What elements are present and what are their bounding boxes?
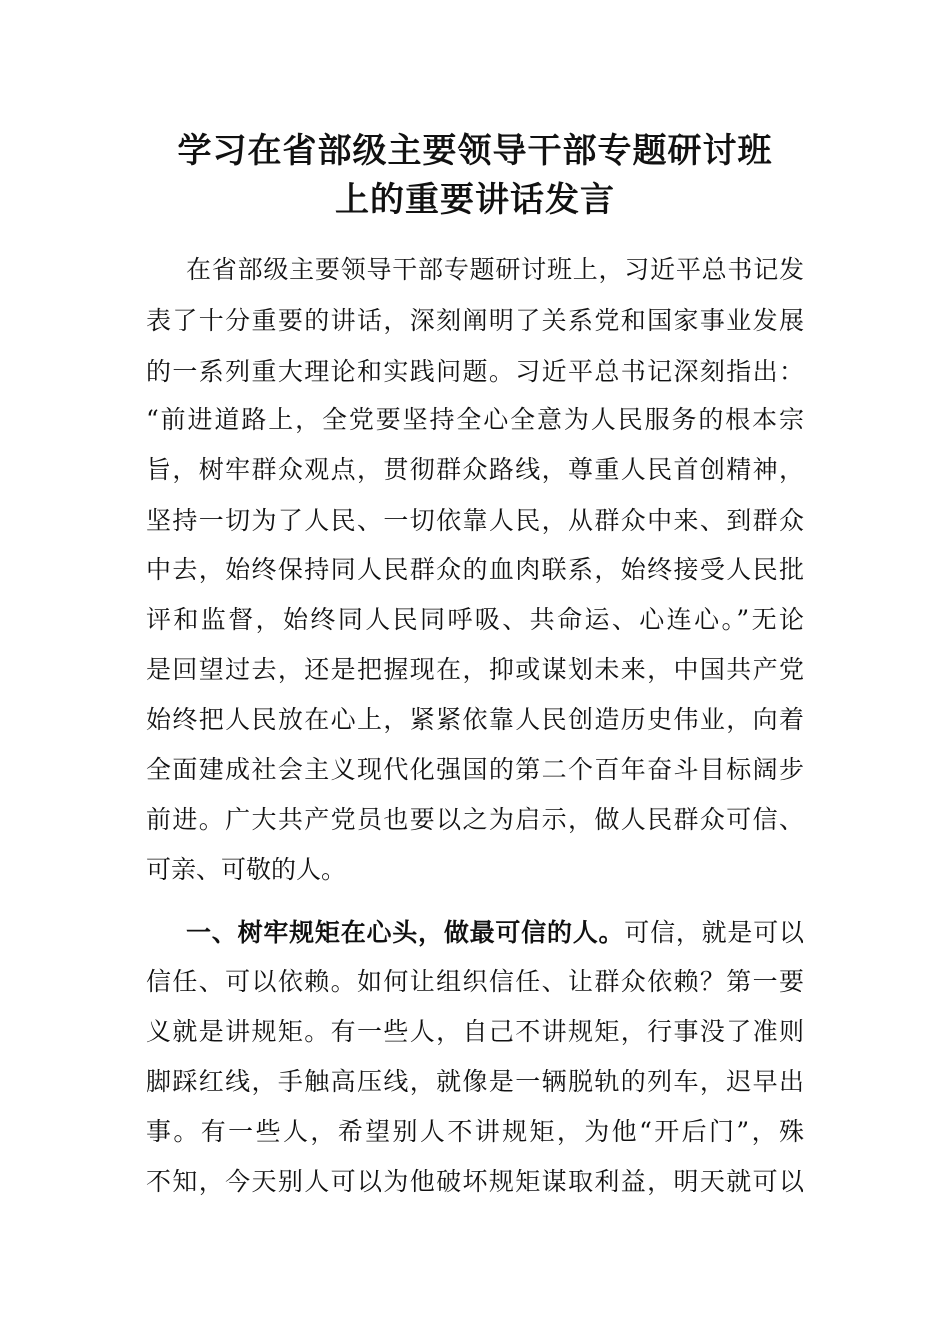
paragraph-line: 是回望过去，还是把握现在，抑或谋划未来，中国共产党 <box>146 655 804 684</box>
paragraph-line: 信任、可以依赖。如何让组织信任、让群众依赖？第一要 <box>146 967 804 996</box>
paragraph-line: 不知，今天别人可以为他破坏规矩谋取利益，明天就可以 <box>146 1167 804 1196</box>
section-heading-continuation: 可信，就是可以 <box>624 918 804 947</box>
paragraph-line: 在省部级主要领导干部专题研讨班上，习近平总书记发 <box>186 255 804 284</box>
paragraph-line: 前进。广大共产党员也要以之为启示，做人民群众可信、 <box>146 805 804 834</box>
paragraph-line: 坚持一切为了人民、一切依靠人民，从群众中来、到群众 <box>146 506 804 535</box>
paragraph-line: 中去，始终保持同人民群众的血肉联系，始终接受人民批 <box>146 555 804 584</box>
document-title-line-2: 上的重要讲话发言 <box>335 180 615 220</box>
paragraph-line: 评和监督，始终同人民同呼吸、共命运、心连心。”无论 <box>146 605 804 634</box>
paragraph-line: 事。有一些人，希望别人不讲规矩，为他“开后门”，殊 <box>146 1117 804 1146</box>
paragraph-line: 表了十分重要的讲话，深刻阐明了关系党和国家事业发展 <box>146 306 804 335</box>
section-heading: 一、树牢规矩在心头，做最可信的人。 <box>186 918 625 947</box>
paragraph-line: “前进道路上，全党要坚持全心全意为人民服务的根本宗 <box>146 405 804 434</box>
section-heading-line <box>186 917 804 949</box>
paragraph-line: 可亲、可敬的人。 <box>146 855 347 884</box>
paragraph-line: 旨，树牢群众观点，贯彻群众路线，尊重人民首创精神， <box>146 455 804 484</box>
paragraph-line: 义就是讲规矩。有一些人，自己不讲规矩，行事没了准则 <box>146 1017 804 1046</box>
paragraph-line: 始终把人民放在心上，紧紧依靠人民创造历史伟业，向着 <box>146 705 804 734</box>
paragraph-line: 脚踩红线，手触高压线，就像是一辆脱轨的列车，迟早出 <box>146 1067 804 1096</box>
document-title-line-1: 学习在省部级主要领导干部专题研讨班 <box>177 131 773 171</box>
paragraph-line: 的一系列重大理论和实践问题。习近平总书记深刻指出： <box>146 357 804 386</box>
paragraph-line: 全面建成社会主义现代化强国的第二个百年奋斗目标阔步 <box>146 755 804 784</box>
